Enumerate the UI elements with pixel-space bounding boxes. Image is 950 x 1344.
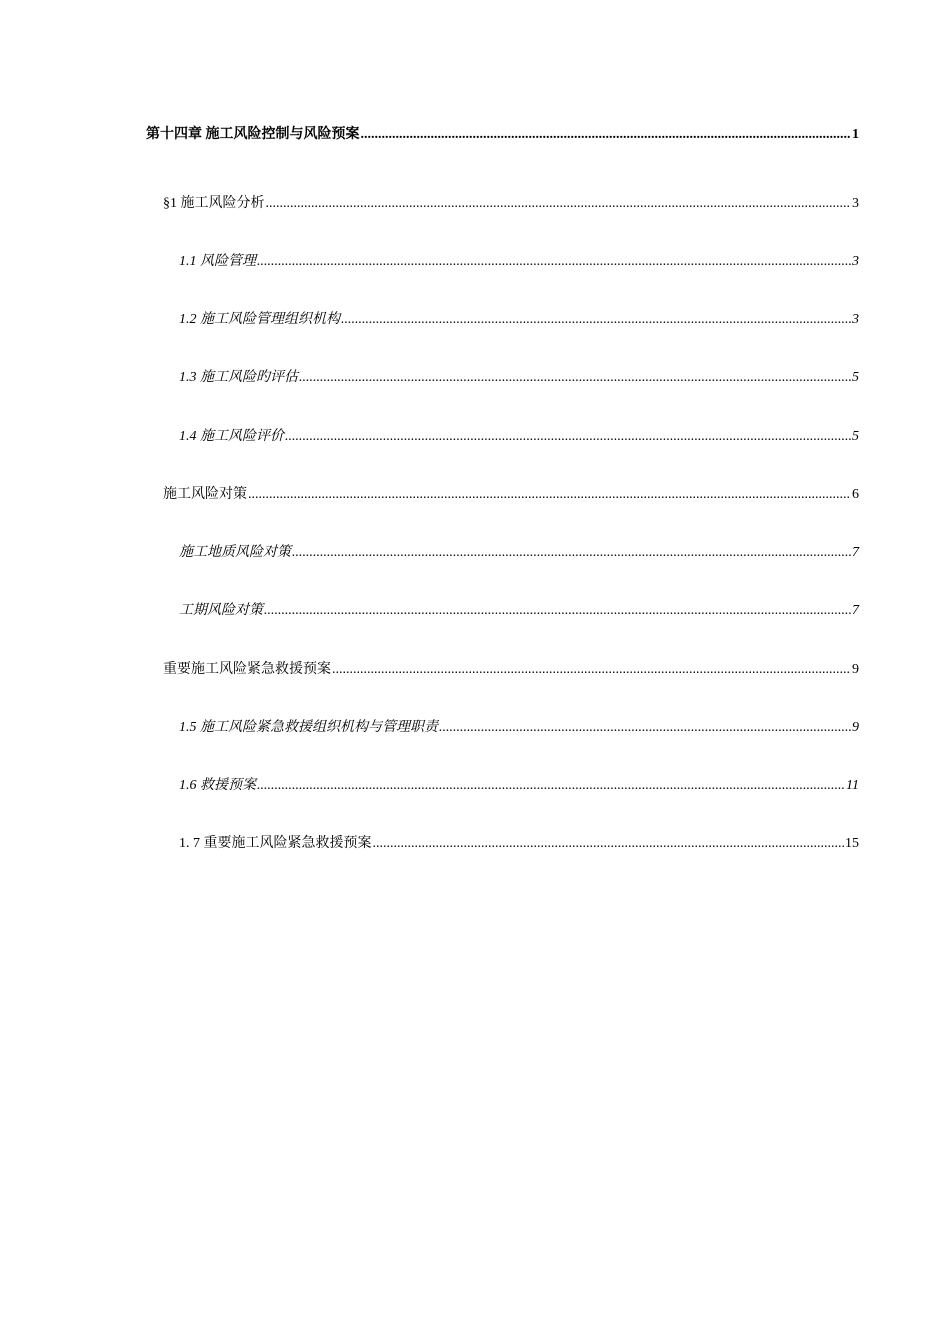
toc-page-number: 1: [852, 127, 859, 142]
toc-entry-emergency-plan[interactable]: [163, 661, 859, 679]
toc-entry-title: 施工风险对策: [163, 487, 247, 502]
toc-entry-section-1[interactable]: [163, 195, 859, 213]
toc-page-number: 3: [852, 312, 859, 327]
toc-entry-title: 第十四章 施工风险控制与风险预案: [146, 127, 360, 142]
toc-entry-1-5[interactable]: [179, 719, 859, 737]
toc-page-number: 5: [852, 370, 859, 385]
toc-leader-dots: [257, 253, 851, 271]
toc-page-number: 3: [852, 254, 859, 269]
toc-page-number: 15: [845, 836, 859, 851]
toc-entry-geology-risk[interactable]: [179, 544, 859, 562]
toc-leader-dots: [332, 661, 851, 679]
toc-leader-dots: [439, 719, 851, 737]
toc-page-number: 7: [852, 603, 859, 618]
toc-entry-1-4[interactable]: [179, 428, 859, 446]
toc-entry-title: 1.6 救援预案: [179, 778, 256, 793]
toc-leader-dots: [341, 311, 851, 329]
toc-entry-risk-countermeasures[interactable]: [163, 486, 859, 504]
toc-entry-title: 1.4 施工风险评价: [179, 429, 284, 444]
toc-entry-title: 工期风险对策: [179, 603, 263, 618]
toc-page-number: 11: [846, 778, 859, 793]
toc-leader-dots: [299, 369, 851, 387]
toc-page-number: 3: [852, 196, 859, 211]
toc-entry-1-2[interactable]: [179, 311, 859, 329]
toc-leader-dots: [373, 835, 845, 853]
toc-leader-dots: [257, 777, 845, 795]
toc-entry-title: 1.2 施工风险管理组织机构: [179, 312, 340, 327]
toc-entry-1-3[interactable]: [179, 369, 859, 387]
toc-page-number: 7: [852, 545, 859, 560]
toc-entry-title: 重要施工风险紧急救援预案: [163, 662, 331, 677]
toc-leader-dots: [285, 428, 851, 446]
toc-entry-title: 1.3 施工风险旳评估: [179, 370, 298, 385]
toc-leader-dots: [248, 486, 851, 504]
toc-leader-dots: [361, 126, 852, 144]
toc-entry-title: 1.5 施工风险紧急救援组织机构与管理职责: [179, 720, 438, 735]
toc-entry-schedule-risk[interactable]: [179, 602, 859, 620]
toc-page-number: 5: [852, 429, 859, 444]
toc-entry-title: §1 施工风险分析: [163, 196, 265, 211]
toc-entry-title: 1. 7 重要施工风险紧急救援预案: [179, 836, 372, 851]
toc-entry-title: 施工地质风险对策: [179, 545, 291, 560]
toc-page-number: 9: [852, 662, 859, 677]
toc-entry-1-7[interactable]: [179, 835, 859, 853]
toc-entry-1-1[interactable]: [179, 253, 859, 271]
toc-entry-title: 1.1 风险管理: [179, 254, 256, 269]
toc-page-number: 9: [852, 720, 859, 735]
toc-leader-dots: [292, 544, 851, 562]
toc-leader-dots: [266, 195, 852, 213]
toc-leader-dots: [264, 602, 851, 620]
toc-entry-chapter-14[interactable]: [146, 126, 859, 144]
toc-page-number: 6: [852, 487, 859, 502]
toc-entry-1-6[interactable]: [179, 777, 859, 795]
